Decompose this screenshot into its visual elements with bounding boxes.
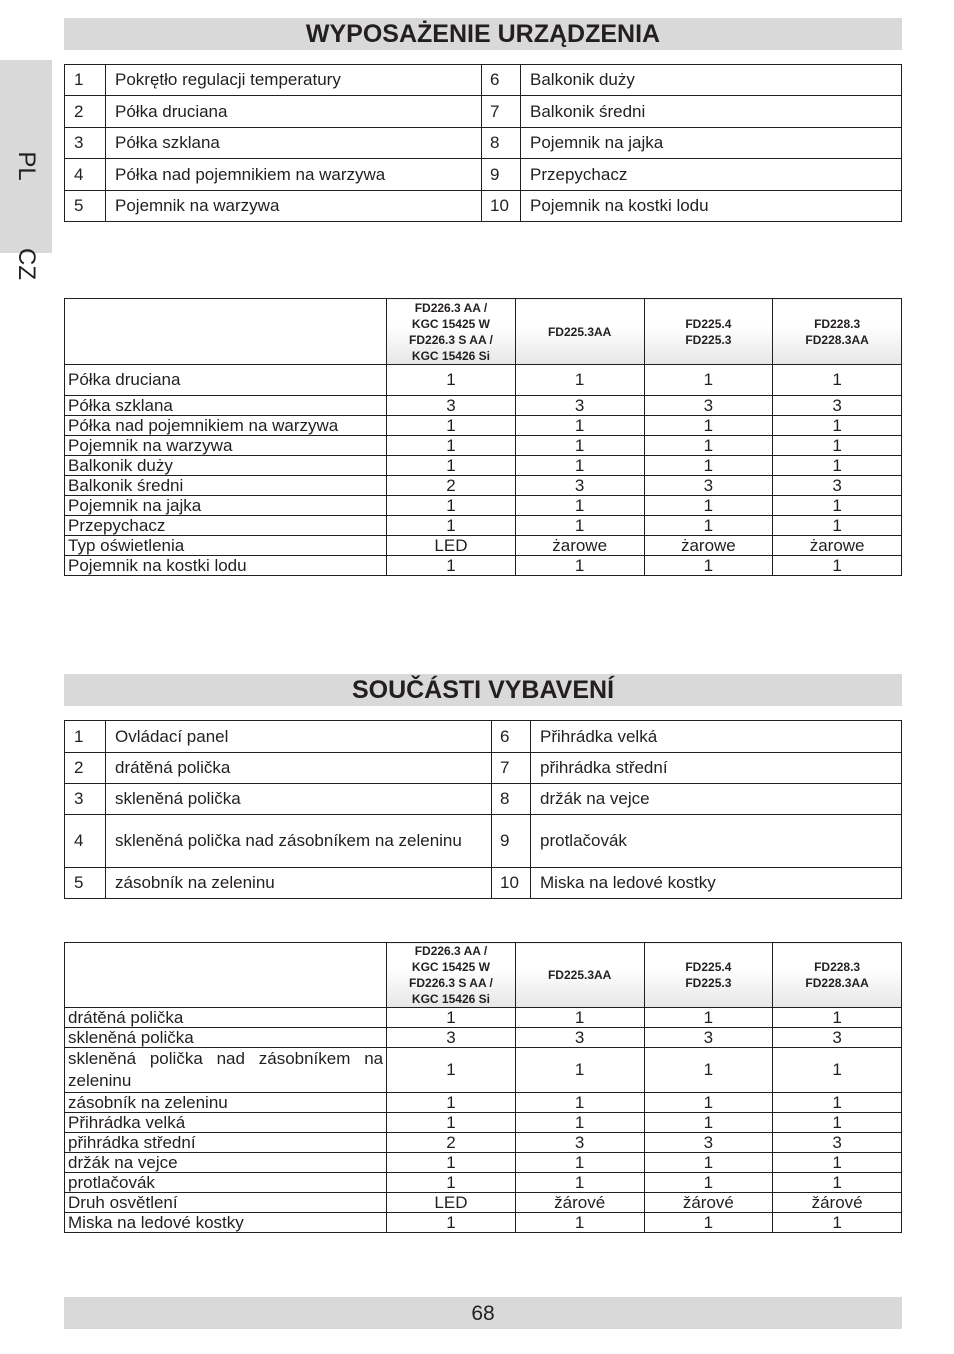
item-label: protlačovák: [531, 815, 902, 868]
language-tab-pl: PL: [13, 151, 40, 181]
corner-cell: [65, 943, 387, 1008]
model-name: FD225.3: [685, 976, 732, 990]
cell-value: 1: [515, 1173, 644, 1193]
item-label: držák na vejce: [531, 784, 902, 815]
row-label: Přihrádka velká: [65, 1113, 387, 1133]
cell-value: 1: [515, 436, 644, 456]
item-row: [65, 128, 902, 159]
model-name: FD228.3AA: [805, 332, 869, 347]
table-row: [65, 1048, 902, 1093]
cell-value: 1: [644, 1093, 773, 1113]
table-row: [65, 1173, 902, 1193]
table-row: [65, 1113, 902, 1133]
row-label: Pojemnik na kostki lodu: [65, 556, 387, 576]
model-column-header: [644, 299, 773, 365]
cell-value: 1: [515, 416, 644, 436]
model-name: FD228.3: [814, 316, 861, 331]
table-row: [65, 536, 902, 556]
cell-value: 3: [387, 396, 516, 416]
cell-value: 2: [387, 476, 516, 496]
table-row: [65, 556, 902, 576]
page-number: 68: [64, 1297, 902, 1329]
model-name: FD225.3AA: [547, 324, 612, 339]
cell-value: 1: [773, 416, 902, 436]
item-number: 5: [65, 191, 106, 222]
model-name: FD225.3AA: [547, 968, 612, 982]
cell-value: 1: [644, 1008, 773, 1028]
cell-value: 3: [773, 1028, 902, 1048]
item-number: 3: [65, 784, 106, 815]
cell-value: 1: [515, 1153, 644, 1173]
item-label: Pojemnik na kostki lodu: [521, 191, 902, 222]
item-number: 9: [492, 815, 531, 868]
row-label: Półka nad pojemnikiem na warzywa: [65, 416, 387, 436]
cell-value: żarowe: [515, 536, 644, 556]
item-row: [65, 159, 902, 191]
item-label: drátěná polička: [106, 753, 492, 784]
model-name: FD225.4: [685, 960, 732, 974]
item-label: Półka druciana: [106, 96, 482, 128]
cell-value: 1: [644, 416, 773, 436]
model-name: FD226.3 AA /: [414, 944, 488, 958]
table-row: [65, 1028, 902, 1048]
table-row: [65, 436, 902, 456]
cell-value: 2: [387, 1133, 516, 1153]
table-row: [65, 1193, 902, 1213]
item-number: 10: [482, 191, 521, 222]
row-label: skleněná polička: [65, 1028, 387, 1048]
cell-value: 1: [515, 365, 644, 396]
cell-value: 1: [773, 1113, 902, 1133]
item-label: Ovládací panel: [106, 721, 492, 753]
cz-heading: SOUČÁSTI VYBAVENÍ: [64, 674, 902, 706]
cell-value: 1: [515, 516, 644, 536]
cell-value: 1: [515, 1048, 644, 1093]
item-row: [65, 96, 902, 128]
cell-value: 3: [644, 1133, 773, 1153]
item-label: Przepychacz: [521, 159, 902, 191]
item-number: 2: [65, 96, 106, 128]
item-number: 10: [492, 868, 531, 899]
cell-value: 3: [773, 476, 902, 496]
cell-value: žárové: [773, 1193, 902, 1213]
item-number: 3: [65, 128, 106, 159]
item-number: 6: [482, 65, 521, 96]
cell-value: 1: [387, 1113, 516, 1133]
table-row: [65, 516, 902, 536]
cell-value: 3: [644, 396, 773, 416]
item-number: 5: [65, 868, 106, 899]
table-row: [65, 1133, 902, 1153]
cell-value: 1: [387, 1008, 516, 1028]
cz-items-table: [64, 720, 902, 899]
model-column-header: [644, 943, 773, 1008]
row-label: zásobník na zeleninu: [65, 1093, 387, 1113]
table-row: [65, 416, 902, 436]
table-row: [65, 456, 902, 476]
model-name: KGC 15426 Si: [411, 348, 490, 363]
item-row: [65, 784, 902, 815]
item-label: Miska na ledové kostky: [531, 868, 902, 899]
cell-value: 1: [644, 1153, 773, 1173]
cz-equipment-body: [65, 1008, 902, 1233]
model-column-header: [773, 299, 902, 365]
cell-value: 1: [644, 365, 773, 396]
row-label: drátěná polička: [65, 1008, 387, 1028]
row-label: Półka druciana: [65, 365, 387, 396]
row-label: Typ oświetlenia: [65, 536, 387, 556]
cell-value: 1: [387, 1173, 516, 1193]
row-label: protlačovák: [65, 1173, 387, 1193]
cell-value: 1: [387, 456, 516, 476]
row-label: Przepychacz: [65, 516, 387, 536]
header-row: [65, 299, 902, 365]
corner-cell: [65, 299, 387, 365]
item-row: [65, 753, 902, 784]
row-label: Druh osvětlení: [65, 1193, 387, 1213]
cell-value: 3: [515, 1133, 644, 1153]
cell-value: LED: [387, 536, 516, 556]
cell-value: 1: [387, 556, 516, 576]
item-label: skleněná polička: [106, 784, 492, 815]
item-number: 8: [492, 784, 531, 815]
cell-value: 1: [773, 1008, 902, 1028]
cell-value: 3: [773, 396, 902, 416]
header-row: [65, 943, 902, 1008]
model-column-header: [515, 299, 644, 365]
table-row: [65, 365, 902, 396]
cell-value: 1: [387, 496, 516, 516]
item-label: Pojemnik na warzywa: [106, 191, 482, 222]
model-column-header: [387, 299, 516, 365]
table-row: [65, 1153, 902, 1173]
row-label: skleněná polička nad zásobníkem na zeleninu: [65, 1048, 387, 1093]
model-name: KGC 15425 W: [411, 960, 490, 974]
cell-value: 1: [387, 516, 516, 536]
cell-value: 1: [387, 1213, 516, 1233]
table-row: [65, 1008, 902, 1028]
cell-value: 1: [773, 1173, 902, 1193]
cell-value: 1: [773, 556, 902, 576]
cell-value: 1: [644, 556, 773, 576]
row-label: Balkonik duży: [65, 456, 387, 476]
cell-value: 1: [773, 516, 902, 536]
model-column-header: [387, 943, 516, 1008]
row-label: držák na vejce: [65, 1153, 387, 1173]
pl-heading: WYPOSAŻENIE URZĄDZENIA: [64, 18, 902, 50]
item-row: [65, 721, 902, 753]
item-number: 1: [65, 65, 106, 96]
item-label: přihrádka střední: [531, 753, 902, 784]
cell-value: 1: [515, 456, 644, 476]
item-number: 2: [65, 753, 106, 784]
model-name: FD226.3 S AA /: [409, 332, 493, 347]
model-column-header: [773, 943, 902, 1008]
cell-value: 1: [644, 516, 773, 536]
model-name: KGC 15425 W: [411, 316, 490, 331]
cell-value: 3: [515, 396, 644, 416]
cell-value: 1: [773, 365, 902, 396]
model-name: FD228.3: [814, 960, 861, 974]
cell-value: 1: [387, 1093, 516, 1113]
cell-value: 1: [644, 1213, 773, 1233]
row-label: přihrádka střední: [65, 1133, 387, 1153]
row-label: Balkonik średni: [65, 476, 387, 496]
model-name: FD225.3: [685, 332, 732, 347]
item-label: Półka nad pojemnikiem na warzywa: [106, 159, 482, 191]
table-row: [65, 476, 902, 496]
cell-value: 1: [387, 436, 516, 456]
cell-value: 3: [515, 1028, 644, 1048]
cell-value: žárové: [644, 1193, 773, 1213]
item-number: 7: [482, 96, 521, 128]
item-number: 4: [65, 159, 106, 191]
cell-value: żarowe: [644, 536, 773, 556]
cz-items-body: [65, 721, 902, 899]
cell-value: 1: [515, 1008, 644, 1028]
pl-equipment-header: [65, 299, 902, 365]
cell-value: 1: [773, 496, 902, 516]
item-label: Pojemnik na jajka: [521, 128, 902, 159]
item-label: Półka szklana: [106, 128, 482, 159]
item-label: zásobník na zeleninu: [106, 868, 492, 899]
cell-value: 1: [644, 496, 773, 516]
pl-equipment-table: [64, 298, 902, 576]
table-row: [65, 396, 902, 416]
item-row: [65, 868, 902, 899]
row-label: Pojemnik na jajka: [65, 496, 387, 516]
language-tab-cz: CZ: [13, 248, 40, 280]
model-name: KGC 15426 Si: [411, 992, 490, 1006]
pl-items-body: [65, 65, 902, 222]
model-column-header: [515, 943, 644, 1008]
cell-value: 1: [773, 1153, 902, 1173]
item-number: 7: [492, 753, 531, 784]
pl-equipment-body: [65, 365, 902, 576]
item-row: [65, 191, 902, 222]
cz-equipment-header: [65, 943, 902, 1008]
cell-value: žárové: [515, 1193, 644, 1213]
item-label: Balkonik średni: [521, 96, 902, 128]
cell-value: 1: [515, 496, 644, 516]
cell-value: 3: [773, 1133, 902, 1153]
cell-value: 1: [515, 556, 644, 576]
model-name: FD228.3AA: [805, 976, 869, 990]
model-name: FD226.3 AA /: [414, 300, 488, 315]
cz-equipment-table: [64, 942, 902, 1233]
cell-value: 1: [387, 1048, 516, 1093]
item-label: Pokrętło regulacji temperatury: [106, 65, 482, 96]
cell-value: 1: [387, 1153, 516, 1173]
row-label: Półka szklana: [65, 396, 387, 416]
item-number: 1: [65, 721, 106, 753]
model-name: FD225.4: [685, 316, 732, 331]
item-row: [65, 65, 902, 96]
item-number: 4: [65, 815, 106, 868]
cell-value: 1: [387, 416, 516, 436]
cell-value: 3: [644, 1028, 773, 1048]
cell-value: 1: [644, 1048, 773, 1093]
cell-value: LED: [387, 1193, 516, 1213]
item-number: 8: [482, 128, 521, 159]
cell-value: 1: [773, 1048, 902, 1093]
cell-value: 1: [515, 1093, 644, 1113]
cell-value: 1: [773, 456, 902, 476]
pl-items-table: [64, 64, 902, 222]
item-label: Přihrádka velká: [531, 721, 902, 753]
item-label: skleněná polička nad zásobníkem na zeleninu: [106, 815, 492, 868]
cell-value: 1: [644, 456, 773, 476]
row-label: Miska na ledové kostky: [65, 1213, 387, 1233]
cell-value: 1: [773, 1093, 902, 1113]
cell-value: 3: [644, 476, 773, 496]
cell-value: 1: [644, 1173, 773, 1193]
language-tab: [0, 60, 52, 280]
cell-value: żarowe: [773, 536, 902, 556]
model-name: FD226.3 S AA /: [409, 976, 493, 990]
item-label: Balkonik duży: [521, 65, 902, 96]
item-row: [65, 815, 902, 868]
table-row: [65, 496, 902, 516]
cell-value: 1: [515, 1213, 644, 1233]
table-row: [65, 1093, 902, 1113]
cell-value: 1: [773, 436, 902, 456]
row-label: Pojemnik na warzywa: [65, 436, 387, 456]
item-number: 9: [482, 159, 521, 191]
item-number: 6: [492, 721, 531, 753]
cell-value: 1: [644, 436, 773, 456]
cell-value: 1: [644, 1113, 773, 1133]
cell-value: 3: [515, 476, 644, 496]
cell-value: 1: [387, 365, 516, 396]
cell-value: 1: [515, 1113, 644, 1133]
cell-value: 1: [773, 1213, 902, 1233]
table-row: [65, 1213, 902, 1233]
cell-value: 3: [387, 1028, 516, 1048]
